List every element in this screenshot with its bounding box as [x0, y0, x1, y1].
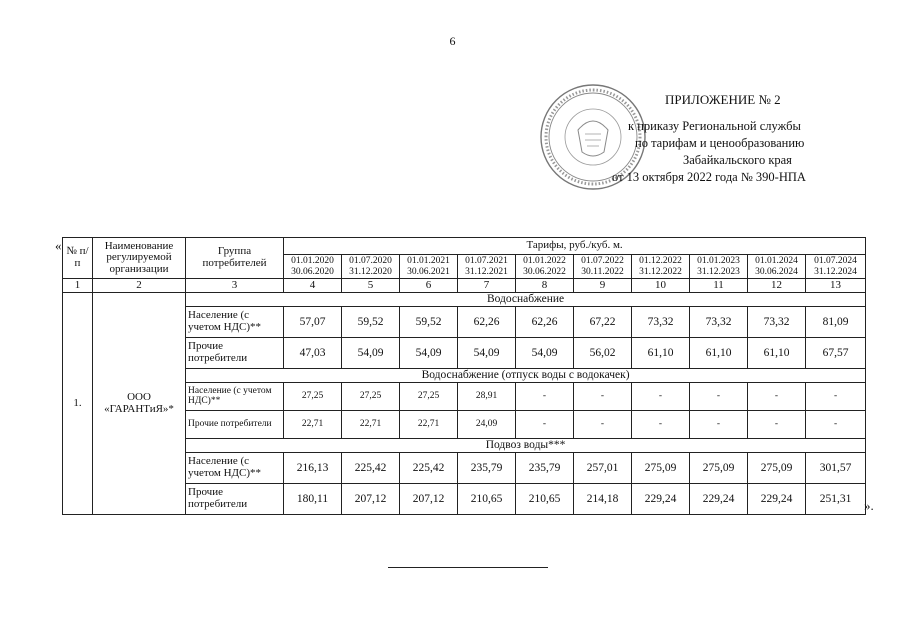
column-number: 5 — [342, 279, 400, 293]
section-title: Подвоз воды*** — [186, 439, 866, 453]
period-end: 30.06.2020 — [291, 266, 334, 277]
tariff-value: 61,10 — [690, 338, 748, 369]
tariff-value: 210,65 — [516, 484, 574, 515]
period-start: 01.01.2021 — [407, 255, 450, 266]
column-number: 12 — [748, 279, 806, 293]
tariff-value: 210,65 — [458, 484, 516, 515]
column-number: 10 — [632, 279, 690, 293]
period-header — [284, 255, 342, 279]
tariff-value: 22,71 — [400, 411, 458, 439]
period-end: 31.12.2023 — [697, 266, 740, 277]
page-number: 6 — [449, 34, 456, 48]
period-end: 31.12.2024 — [814, 266, 857, 277]
tariff-value: 214,18 — [574, 484, 632, 515]
tariff-value: - — [690, 383, 748, 411]
header-organization: Наименование регулируемой организации — [93, 238, 186, 279]
period-end: 31.12.2021 — [465, 266, 508, 277]
period-start: 01.12.2022 — [639, 255, 682, 266]
period-header — [748, 255, 806, 279]
consumer-group: Прочие потребители — [186, 484, 284, 515]
tariff-value: 54,09 — [342, 338, 400, 369]
tariff-value: - — [748, 411, 806, 439]
header-consumer-group: Группа потребителей — [186, 238, 284, 279]
column-number: 13 — [806, 279, 866, 293]
section-title: Водоснабжение — [186, 293, 866, 307]
period-start: 01.07.2021 — [465, 255, 508, 266]
period-start: 01.01.2022 — [523, 255, 566, 266]
tariff-value: 216,13 — [284, 453, 342, 484]
period-start: 01.07.2022 — [581, 255, 624, 266]
tariff-value: 56,02 — [574, 338, 632, 369]
column-number: 11 — [690, 279, 748, 293]
opening-quote: « — [55, 238, 62, 253]
section-row — [63, 293, 866, 307]
period-start: 01.07.2020 — [349, 255, 392, 266]
tariff-value: - — [806, 383, 866, 411]
tariff-value: - — [748, 383, 806, 411]
period-header — [458, 255, 516, 279]
tariff-value: 22,71 — [284, 411, 342, 439]
footnote-separator-line — [388, 567, 548, 568]
period-start: 01.01.2024 — [755, 255, 798, 266]
period-header — [806, 255, 866, 279]
period-start: 01.01.2023 — [697, 255, 740, 266]
tariff-value: 59,52 — [342, 307, 400, 338]
period-header — [400, 255, 458, 279]
tariff-value: 67,22 — [574, 307, 632, 338]
period-start: 01.07.2024 — [814, 255, 857, 266]
tariff-value: 73,32 — [690, 307, 748, 338]
period-start: 01.01.2020 — [291, 255, 334, 266]
column-number: 3 — [186, 279, 284, 293]
tariff-value: 24,09 — [458, 411, 516, 439]
tariff-value: 207,12 — [400, 484, 458, 515]
column-number: 9 — [574, 279, 632, 293]
column-number: 1 — [63, 279, 93, 293]
order-reference-line: к приказу Региональной службы — [628, 119, 801, 133]
consumer-group: Прочие потребители — [186, 338, 284, 369]
period-header — [342, 255, 400, 279]
column-number: 2 — [93, 279, 186, 293]
period-end: 31.12.2020 — [349, 266, 392, 277]
tariff-value: 62,26 — [458, 307, 516, 338]
tariff-value: 301,57 — [806, 453, 866, 484]
tariff-value: 207,12 — [342, 484, 400, 515]
tariff-value: - — [806, 411, 866, 439]
tariff-value: 229,24 — [748, 484, 806, 515]
appendix-title: ПРИЛОЖЕНИЕ № 2 — [665, 92, 781, 107]
order-reference-line: по тарифам и ценообразованию — [635, 136, 805, 150]
tariff-value: 275,09 — [748, 453, 806, 484]
tariff-value: 81,09 — [806, 307, 866, 338]
tariff-value: 275,09 — [632, 453, 690, 484]
period-end: 30.11.2022 — [581, 266, 624, 277]
tariff-value: 229,24 — [632, 484, 690, 515]
tariff-value: 275,09 — [690, 453, 748, 484]
tariff-value: 180,11 — [284, 484, 342, 515]
header-tariffs: Тарифы, руб./куб. м. — [284, 238, 866, 255]
order-reference-line: Забайкальского края — [683, 153, 792, 167]
tariff-value: 62,26 — [516, 307, 574, 338]
tariff-value: - — [574, 383, 632, 411]
tariff-value: 67,57 — [806, 338, 866, 369]
tariff-value: - — [690, 411, 748, 439]
tariff-value: - — [632, 383, 690, 411]
tariff-value: - — [516, 383, 574, 411]
tariff-value: - — [516, 411, 574, 439]
tariff-table — [62, 237, 866, 515]
tariff-value: 73,32 — [632, 307, 690, 338]
consumer-group: Население (с учетом НДС)** — [186, 383, 284, 411]
section-title: Водоснабжение (отпуск воды с водокачек) — [186, 369, 866, 383]
period-end: 30.06.2024 — [755, 266, 798, 277]
tariff-value: 251,31 — [806, 484, 866, 515]
tariff-value: 59,52 — [400, 307, 458, 338]
organization-name: ООО «ГАРАНТиЯ»* — [93, 293, 186, 515]
period-end: 30.06.2022 — [523, 266, 566, 277]
tariff-value: - — [632, 411, 690, 439]
column-number: 8 — [516, 279, 574, 293]
order-reference-line: от 13 октября 2022 года № 390-НПА — [612, 170, 806, 184]
tariff-value: 28,91 — [458, 383, 516, 411]
consumer-group: Население (с учетом НДС)** — [186, 307, 284, 338]
tariff-value: 27,25 — [284, 383, 342, 411]
row-number: 1. — [63, 293, 93, 515]
period-header — [516, 255, 574, 279]
column-number: 6 — [400, 279, 458, 293]
column-number: 4 — [284, 279, 342, 293]
closing-quote: ». — [864, 498, 874, 513]
tariff-value: 54,09 — [516, 338, 574, 369]
tariff-value: 235,79 — [516, 453, 574, 484]
tariff-value: 61,10 — [748, 338, 806, 369]
period-header — [690, 255, 748, 279]
consumer-group: Прочие потребители — [186, 411, 284, 439]
consumer-group: Население (с учетом НДС)** — [186, 453, 284, 484]
tariff-value: 47,03 — [284, 338, 342, 369]
period-end: 30.06.2021 — [407, 266, 450, 277]
tariff-value: 235,79 — [458, 453, 516, 484]
tariff-value: 22,71 — [342, 411, 400, 439]
tariff-value: 257,01 — [574, 453, 632, 484]
tariff-value: 61,10 — [632, 338, 690, 369]
tariff-value: 27,25 — [342, 383, 400, 411]
tariff-value: 57,07 — [284, 307, 342, 338]
period-end: 31.12.2022 — [639, 266, 682, 277]
tariff-value: 54,09 — [400, 338, 458, 369]
tariff-value: 229,24 — [690, 484, 748, 515]
period-header — [632, 255, 690, 279]
header-number: № п/п — [63, 238, 93, 279]
tariff-value: 27,25 — [400, 383, 458, 411]
tariff-value: 73,32 — [748, 307, 806, 338]
tariff-value: - — [574, 411, 632, 439]
tariff-value: 225,42 — [342, 453, 400, 484]
tariff-value: 54,09 — [458, 338, 516, 369]
period-header — [574, 255, 632, 279]
tariff-value: 225,42 — [400, 453, 458, 484]
column-number: 7 — [458, 279, 516, 293]
